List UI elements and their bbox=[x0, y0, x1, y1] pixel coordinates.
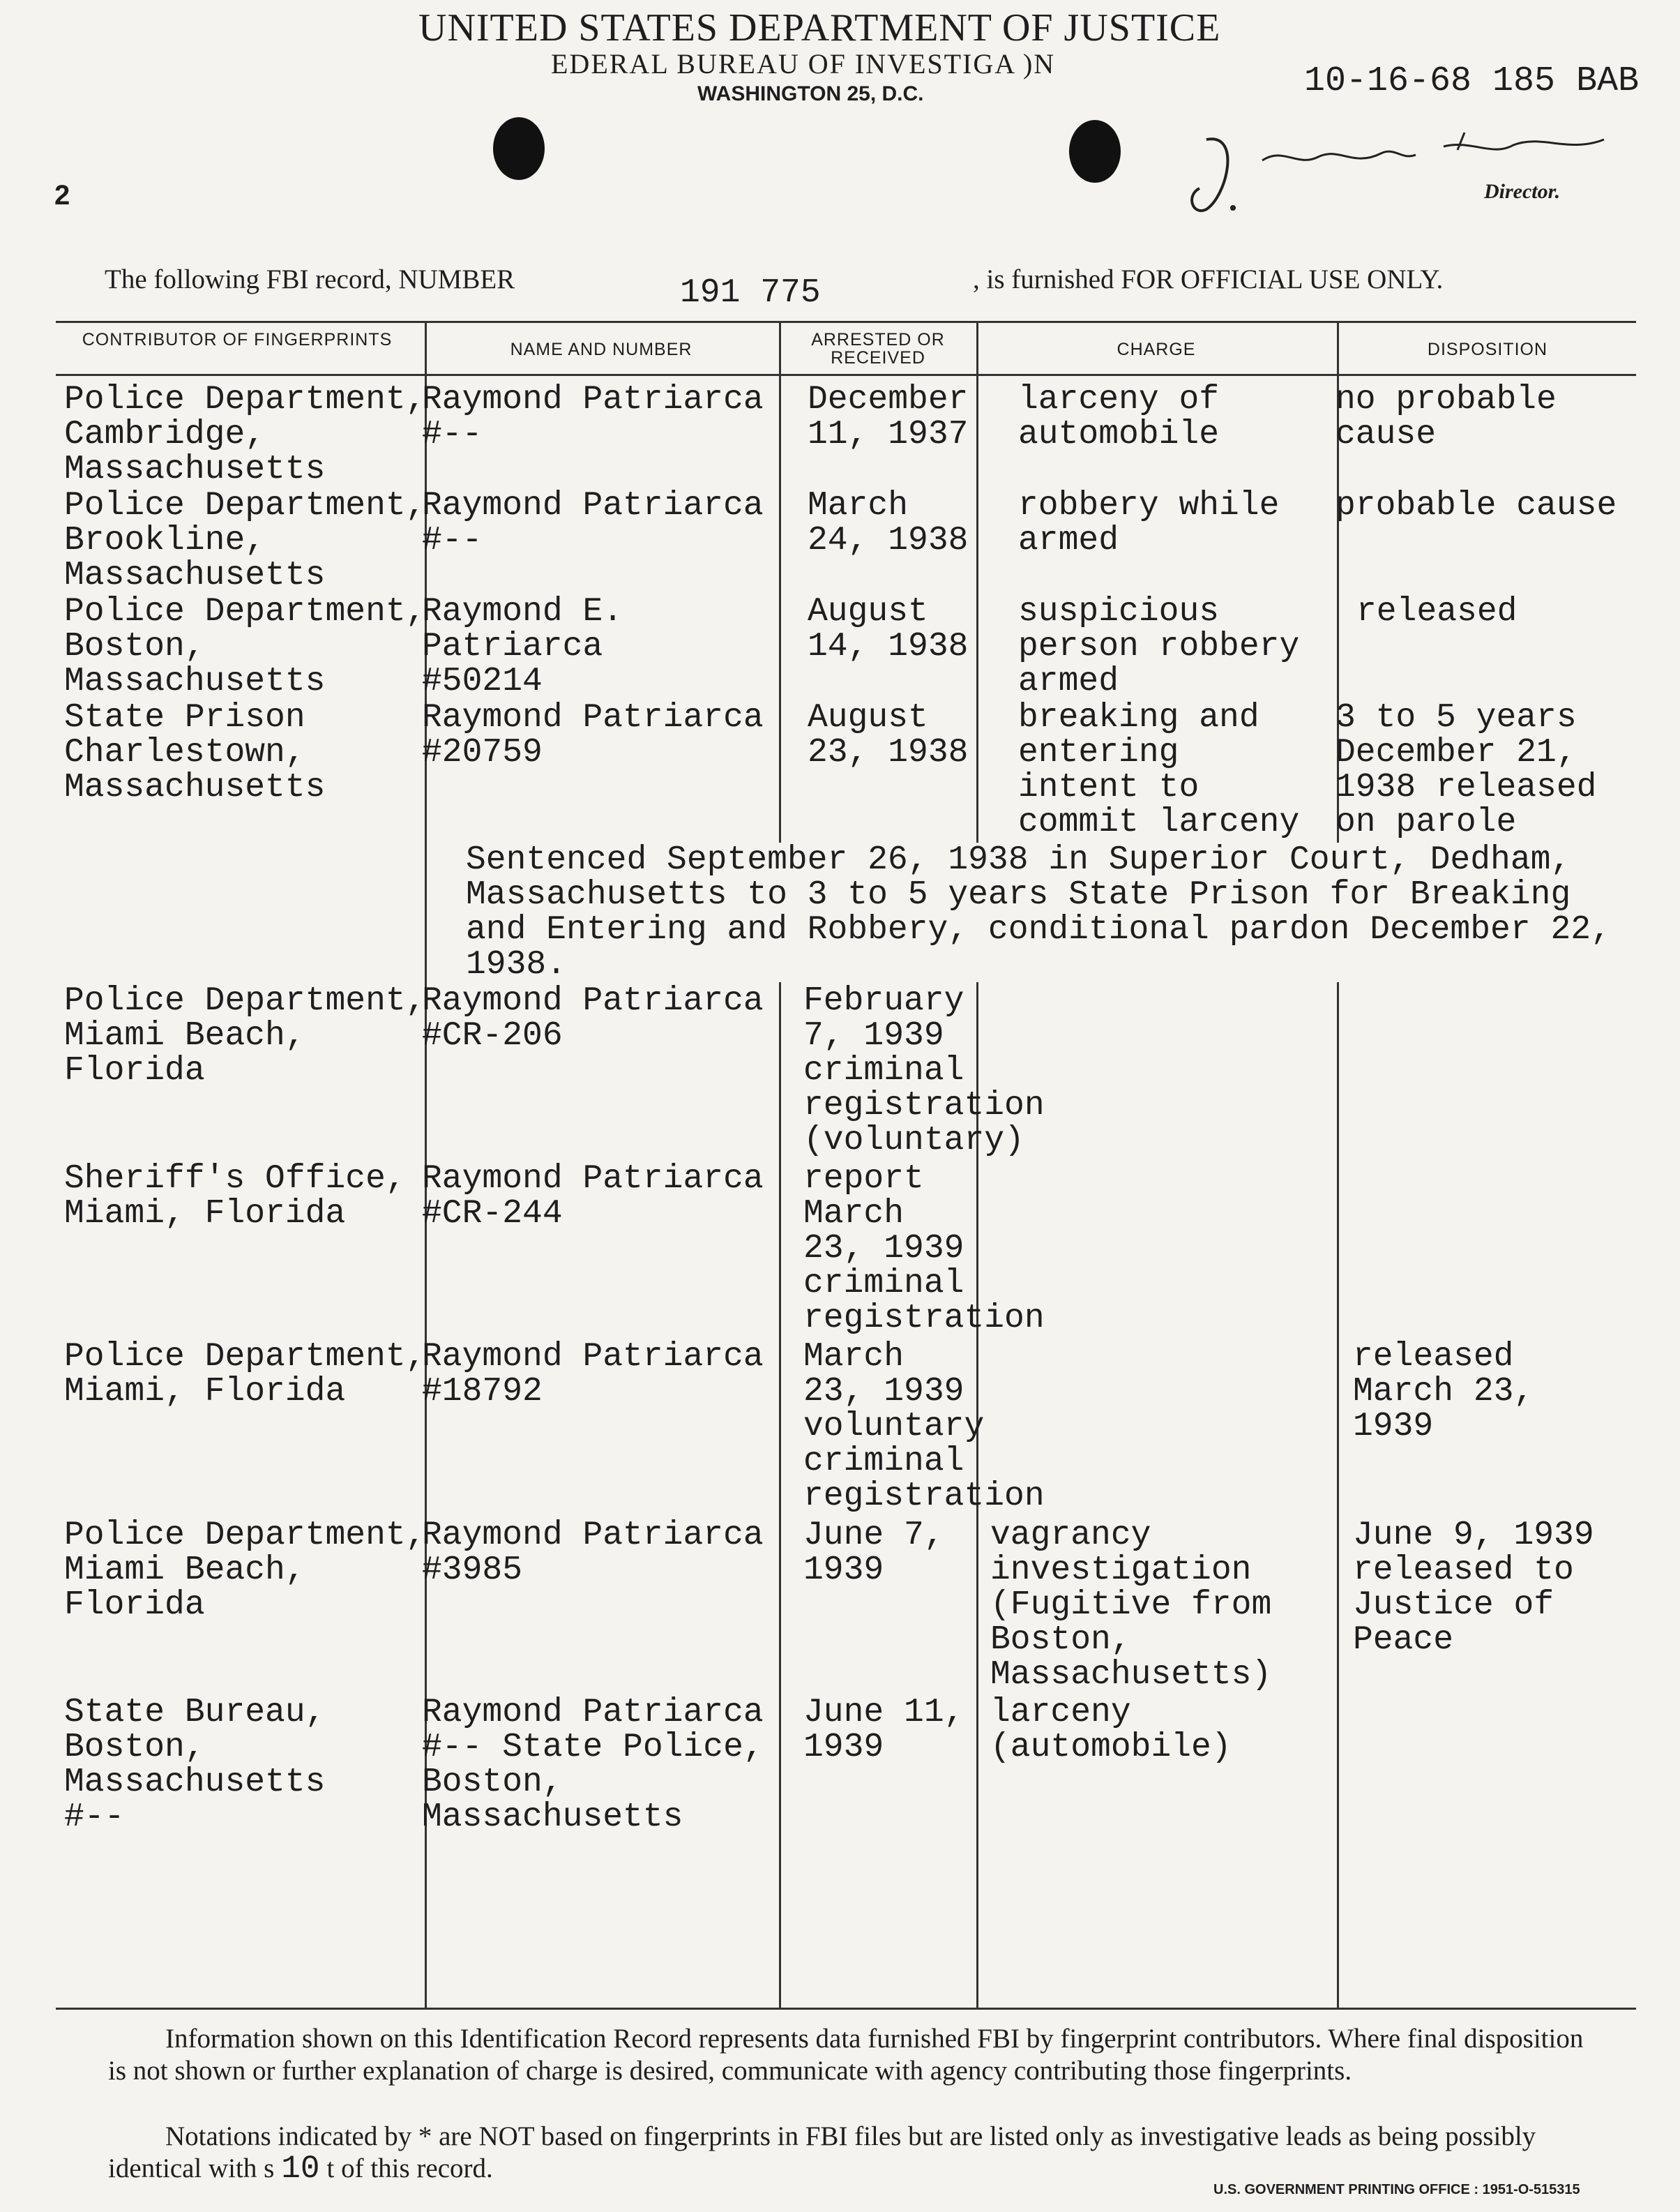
entry-disposition: released March 23, 1939 bbox=[1353, 1338, 1534, 1445]
entry-name: Raymond Patriarca #-- bbox=[422, 487, 764, 559]
director-label: Director. bbox=[1484, 180, 1561, 203]
entry-arrested: December 11, 1937 bbox=[808, 381, 969, 453]
table-top-rule bbox=[56, 321, 1636, 323]
entry-charge: robbery while armed bbox=[1018, 487, 1280, 559]
footer-notations bbox=[108, 2121, 1594, 2185]
entry-arrested: March 24, 1938 bbox=[808, 487, 969, 559]
entry-name: Raymond Patriarca #CR-244 bbox=[422, 1160, 764, 1233]
table-bottom-rule bbox=[56, 2008, 1636, 2010]
footer-notations-text: Notations indicated by * are NOT based on fingerprints in FBI files but are listed only as investigative leads as being possibly identical with s bbox=[108, 2121, 1536, 2183]
entry-name: Raymond Patriarca #3985 bbox=[422, 1517, 764, 1589]
entry-contributor: Police Department, Miami Beach, Florida bbox=[64, 982, 426, 1090]
entry-name: Raymond E. Patriarca #50214 bbox=[422, 593, 623, 700]
table-header-rule bbox=[56, 374, 1636, 376]
column-divider bbox=[1337, 321, 1339, 2009]
header-disposition: DISPOSITION bbox=[1427, 340, 1548, 359]
location: WASHINGTON 25, D.C. bbox=[697, 82, 924, 105]
entry-disposition: released bbox=[1356, 593, 1518, 631]
entry-contributor: State Bureau, Boston, Massachusetts #-- bbox=[64, 1694, 326, 1836]
entry-name: Raymond Patriarca #-- bbox=[422, 381, 764, 453]
signature-icon bbox=[1179, 119, 1625, 223]
entry-name: Raymond Patriarca #-- State Police, Boston, Massachusetts bbox=[422, 1694, 764, 1836]
director-signature bbox=[1179, 119, 1625, 223]
footer-info: Information shown on this Identification Record represents data furnished FBI by fingerprint contributors. Where final disposition is not shown or further explanation of charge is desired, communicate with agency contributing those fingerprints. bbox=[108, 2024, 1584, 2086]
header-arrested: ARRESTED OR RECEIVED bbox=[811, 330, 945, 368]
entry-disposition: no probable cause bbox=[1335, 381, 1557, 453]
entry-arrested: June 11, 1939 bbox=[803, 1694, 964, 1766]
date-stamp: 10-16-68 185 BAB bbox=[1304, 61, 1640, 101]
entry-charge: larceny of automobile bbox=[1018, 381, 1220, 453]
footer-page: 10 bbox=[281, 2151, 320, 2187]
entry-contributor: Police Department, Brookline, Massachusetts bbox=[64, 487, 426, 594]
punch-hole-left bbox=[493, 117, 545, 180]
entry-arrested: February 7, 1939 criminal registration (voluntary) bbox=[803, 982, 1045, 1159]
record-number: 191 775 bbox=[680, 274, 821, 312]
entry-charge: breaking and entering intent to commit larceny bbox=[1018, 699, 1300, 841]
entry-arrested: report March 23, 1939 criminal registration bbox=[803, 1160, 1045, 1337]
entry-disposition: probable cause bbox=[1335, 487, 1617, 525]
bureau-title: EDERAL BUREAU OF INVESTIGA )N bbox=[551, 48, 1056, 80]
record-prefix: The following FBI record, NUMBER bbox=[105, 264, 515, 294]
entry-contributor: Police Department, Miami, Florida bbox=[64, 1338, 426, 1410]
entry-charge: larceny (automobile) bbox=[990, 1694, 1232, 1766]
entry-disposition: June 9, 1939 released to Justice of Peace bbox=[1353, 1517, 1594, 1659]
header-name: NAME AND NUMBER bbox=[510, 340, 693, 359]
footer-notations-end: t of this record. bbox=[326, 2153, 493, 2183]
punch-hole-right bbox=[1069, 120, 1121, 183]
entry-contributor: Sheriff's Office, Miami, Florida bbox=[64, 1160, 406, 1233]
entry-name: Raymond Patriarca #20759 bbox=[422, 699, 764, 772]
entry-contributor: State Prison Charlestown, Massachusetts bbox=[64, 699, 326, 806]
page-number: 2 bbox=[54, 180, 70, 211]
entry-charge: vagrancy investigation (Fugitive from Boston, Massachusetts) bbox=[990, 1517, 1272, 1694]
entry-arrested: August 14, 1938 bbox=[808, 593, 969, 665]
department-title: UNITED STATES DEPARTMENT OF JUSTICE bbox=[418, 6, 1221, 50]
entry-contributor: Police Department, Cambridge, Massachusetts bbox=[64, 381, 426, 488]
entry-contributor: Police Department, Boston, Massachusetts bbox=[64, 593, 426, 700]
entry-arrested: June 7, 1939 bbox=[803, 1517, 944, 1589]
sentence-note: Sentenced September 26, 1938 in Superior Court, Dedham, Massachusetts to 3 to 5 years State Prison for Breaking and Entering and Robbery, conditional pardon December 22, 1938. bbox=[466, 841, 1611, 984]
record-suffix: , is furnished FOR OFFICIAL USE ONLY. bbox=[973, 264, 1444, 294]
entry-name: Raymond Patriarca #CR-206 bbox=[422, 982, 764, 1055]
entry-charge: suspicious person robbery armed bbox=[1018, 593, 1300, 700]
entry-name: Raymond Patriarca #18792 bbox=[422, 1338, 764, 1410]
entry-contributor: Police Department, Miami Beach, Florida bbox=[64, 1517, 426, 1624]
entry-arrested: March 23, 1939 voluntary criminal registration bbox=[803, 1338, 1045, 1515]
entry-arrested: August 23, 1938 bbox=[808, 699, 969, 772]
printing-office: U.S. GOVERNMENT PRINTING OFFICE : 1951-O-515315 bbox=[1213, 2182, 1580, 2197]
header-charge: CHARGE bbox=[1117, 340, 1196, 359]
column-divider bbox=[779, 321, 781, 2009]
entry-disposition: 3 to 5 years December 21, 1938 released on parole bbox=[1335, 699, 1597, 841]
header-contributor: CONTRIBUTOR OF FINGERPRINTS bbox=[82, 330, 393, 349]
